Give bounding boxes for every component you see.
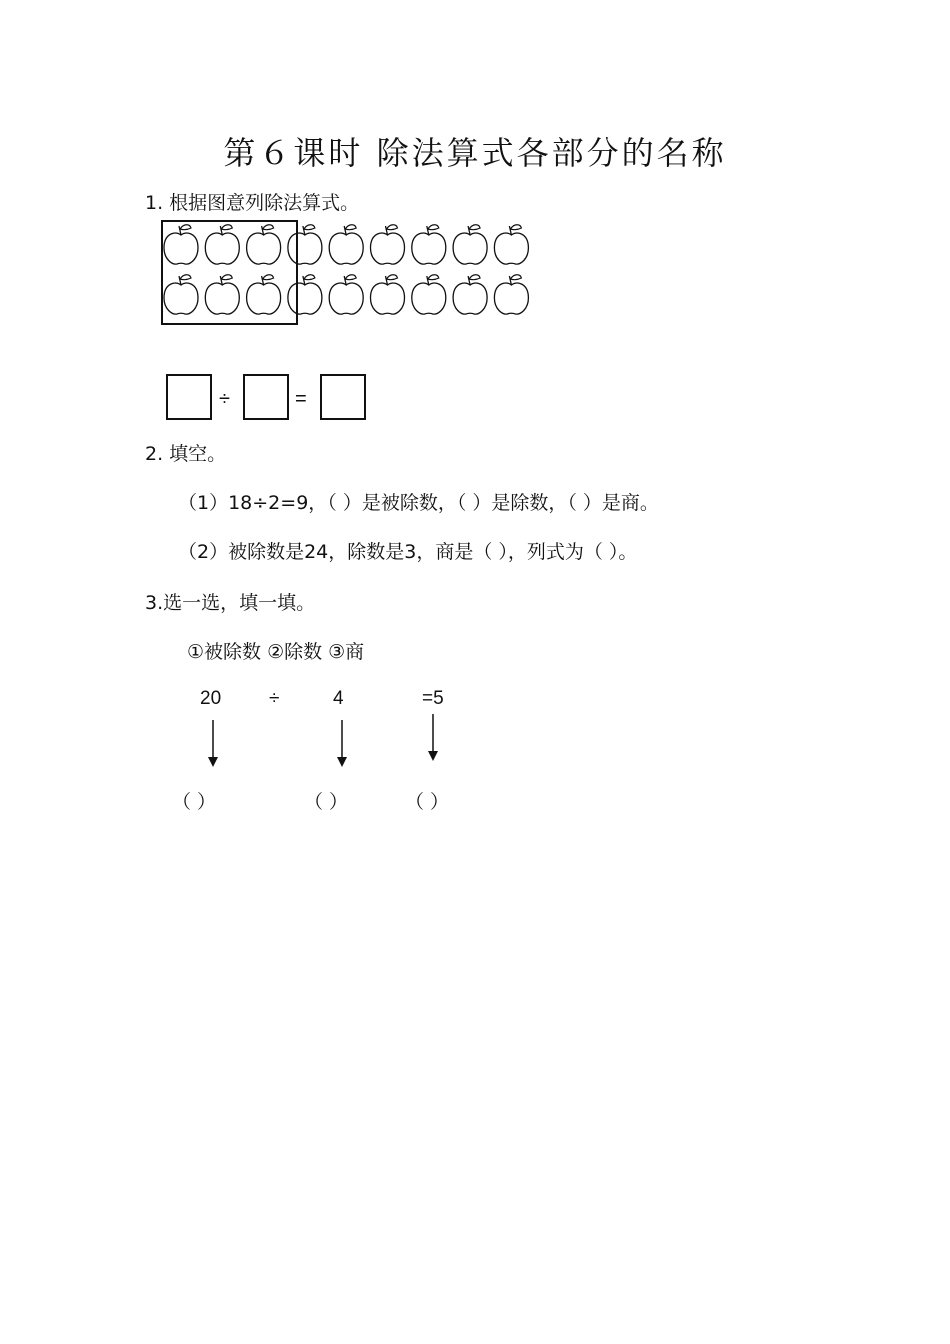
apple-icon bbox=[164, 275, 198, 314]
arrow-down-icon bbox=[334, 720, 350, 770]
apple-icon bbox=[164, 225, 198, 264]
apple-icon bbox=[453, 275, 487, 314]
apple-icon bbox=[247, 225, 281, 264]
answer-blank-dividend[interactable]: （ ） bbox=[172, 791, 217, 813]
answer-box-quotient[interactable] bbox=[320, 374, 366, 420]
apple-icon bbox=[329, 225, 363, 264]
question-1-label: 1. 根据图意列除法算式。 bbox=[145, 192, 360, 214]
apple-icon bbox=[453, 225, 487, 264]
apple-icon bbox=[494, 225, 528, 264]
apple-icon bbox=[205, 225, 239, 264]
page-title: 第６课时 除法算式各部分的名称 bbox=[223, 134, 727, 172]
equals-sign: = bbox=[295, 388, 307, 410]
apple-icon bbox=[412, 225, 446, 264]
quotient-value: =5 bbox=[422, 688, 444, 709]
answer-box-divisor[interactable] bbox=[243, 374, 289, 420]
apple-icon bbox=[288, 225, 322, 264]
apple-icon bbox=[371, 225, 405, 264]
apple-icon bbox=[371, 275, 405, 314]
apple-icon bbox=[205, 275, 239, 314]
question-2-label: 2. 填空。 bbox=[145, 443, 227, 465]
question-2-item-2: （2）被除数是24，除数是3，商是（ ），列式为（ ）。 bbox=[178, 541, 638, 563]
dividend-value: 20 bbox=[200, 688, 222, 709]
arrow-down-icon bbox=[205, 720, 221, 770]
division-sign: ÷ bbox=[269, 688, 280, 709]
division-sign: ÷ bbox=[219, 388, 230, 410]
choice-options: ①被除数 ②除数 ③商 bbox=[187, 641, 365, 663]
apple-icon bbox=[412, 275, 446, 314]
answer-box-dividend[interactable] bbox=[166, 374, 212, 420]
question-3-label: 3.选一选，填一填。 bbox=[145, 592, 316, 614]
apple-group bbox=[160, 218, 550, 330]
apple-icon bbox=[247, 275, 281, 314]
answer-blank-quotient[interactable]: （ ） bbox=[405, 791, 450, 813]
divisor-value: 4 bbox=[333, 688, 344, 709]
question-2-item-1: （1）18÷2=9，（ ）是被除数，（ ）是除数，（ ）是商。 bbox=[178, 492, 659, 514]
arrow-down-icon bbox=[425, 714, 441, 764]
answer-blank-divisor[interactable]: （ ） bbox=[304, 791, 349, 813]
apple-icon bbox=[494, 275, 528, 314]
apple-icon bbox=[288, 275, 322, 314]
apple-icon bbox=[329, 275, 363, 314]
